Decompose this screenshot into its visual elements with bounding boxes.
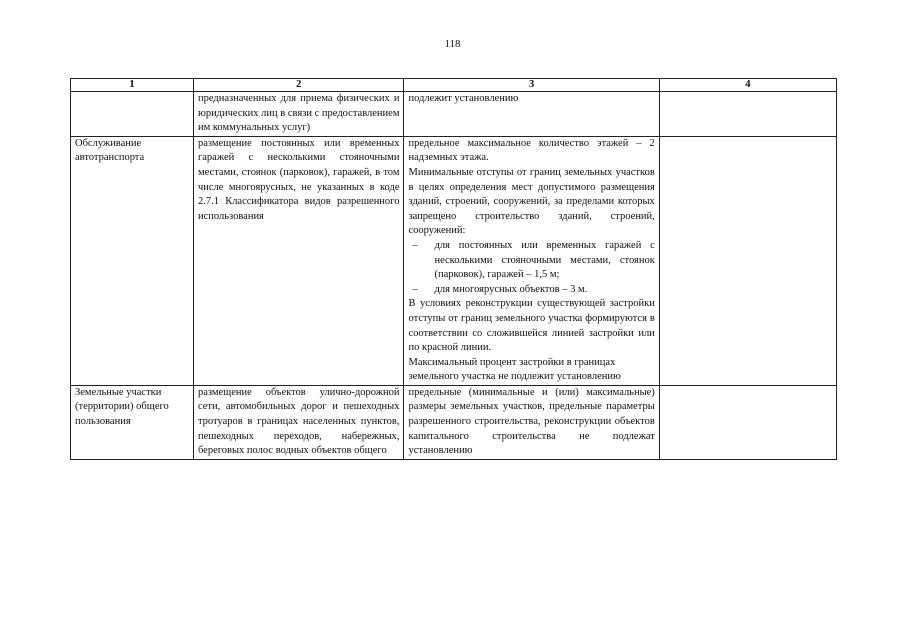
cell-description: размещение объектов улично-дорожной сети, автомобильных дорог и пешеходных тротуаров в границах населенных пунктов, пешеходных переходов, набережных, береговых полос водных объектов общего [193,385,404,459]
cell-parameters: предельные (минимальные и (или) максимальные) размеры земельных участков, предельные параметры разрешенного строительства, реконструкции объектов капитального строительства не подлежат установлению [404,385,659,459]
table-row [71,385,837,459]
cell-use-type: Земельные участки (территории) общего пользования [71,385,194,459]
zoning-regulations-table [70,78,837,460]
param-max-coverage: Максимальный процент застройки в границах земельного участка не подлежит установлению [408,356,621,383]
cell-notes [659,385,836,459]
cell-notes [659,136,836,385]
cell-use-type: Обслуживание автотранспорта [71,136,194,385]
cell-parameters: подлежит установлению [404,92,659,137]
list-item: – для многоярусных объектов – 3 м. [408,283,654,298]
cell-notes [659,92,836,137]
table-row [71,92,837,137]
header-col-2: 2 [193,79,404,92]
cell-description: размещение постоянных или временных гаражей с несколькими стояночными местами, стоянок (парковок), гаражей, в том числе многоярусных, не указанных в коде 2.7.1 Классификатора видов разрешенного использования [193,136,404,385]
header-col-4: 4 [659,79,836,92]
cell-parameters [404,136,659,385]
cell-description: предназначенных для приема физических и юридических лиц в связи с предоставлением им коммунальных услуг) [193,92,404,137]
header-col-3: 3 [404,79,659,92]
list-item: – для постоянных или временных гаражей с несколькими стояночными местами, стоянок (парковок), гаражей – 1,5 м; [408,239,654,283]
table-header-row [71,79,837,92]
param-floors: предельное максимальное количество этажей – 2 надземных этажа. [408,137,655,164]
param-setbacks: Минимальные отступы от границ земельных участков в целях определения мест допустимого размещения зданий, строений, сооружений, за пределами которых запрещено строительство зданий, строений, сооружений: [408,166,655,237]
param-reconstruction: В условиях реконструкции существующей застройки отступы от границ земельного участка формируются в соответствии со сложившейся линией застройки или по красной линии. [408,298,655,354]
setback-list [408,239,654,297]
cell-use-type [71,92,194,137]
page-number: 118 [444,38,461,50]
table-row [71,136,837,385]
header-col-1: 1 [71,79,194,92]
